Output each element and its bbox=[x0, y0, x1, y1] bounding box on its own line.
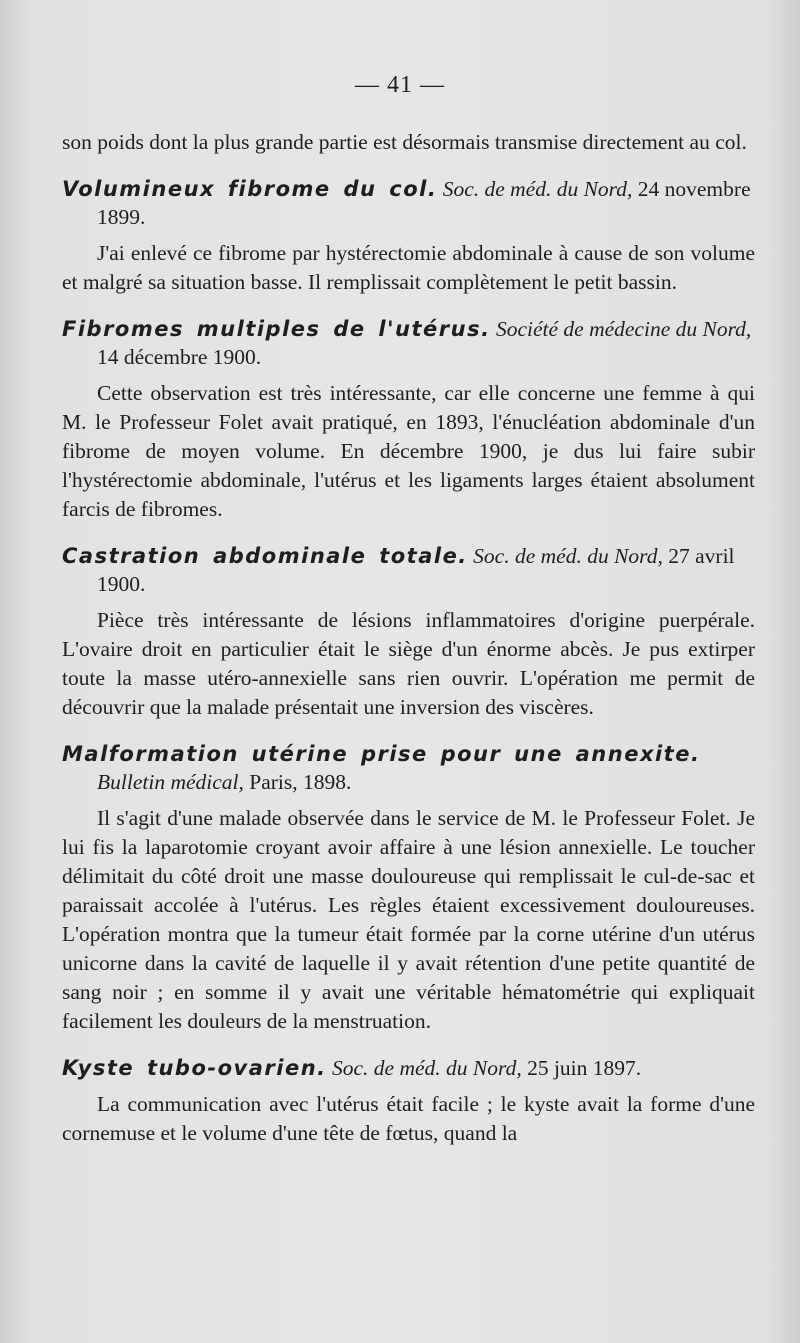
entry-castration-abdominale bbox=[62, 542, 755, 722]
entry-heading bbox=[62, 1054, 755, 1082]
entry-date: 27 avril 1900. bbox=[97, 544, 735, 596]
intro-paragraph: son poids dont la plus grande partie est désormais transmise directement au col. bbox=[62, 130, 747, 154]
page-number: — 41 — bbox=[355, 72, 445, 98]
entry-date: Paris, 1898. bbox=[249, 770, 352, 794]
page-body bbox=[62, 128, 755, 1148]
entry-source: Soc. de méd. du Nord, bbox=[332, 1056, 522, 1080]
entry-source: Soc. de méd. du Nord, bbox=[473, 544, 663, 568]
entry-paragraph: Il s'agit d'une malade observée dans le service de M. le Professeur Folet. Je lui fis la laparotomie croyant avoir affaire à une lésion annexielle. Le toucher délimitait du côté droit une masse douloureuse qui remplissait le cul-de-sac et paraissait accolée à l'utérus. Les règles étaient excessivement douloureuses. L'opération montra que la tumeur était formée par la corne utérine d'un utérus unicorne dans la cavité de laquelle il y avait rétention d'une petite quantité de sang noir ; en somme il y avait une véritable hématométrie qui expliquait facilement les douleurs de la menstruation. bbox=[62, 806, 755, 1033]
entry-source: Soc. de méd. du Nord, bbox=[442, 177, 633, 201]
entry-paragraph: Pièce très intéressante de lésions inflammatoires d'origine puerpérale. L'ovaire droit en particulier était le siège d'un énorme abcès. Je pus extirper toute la masse utéro-annexielle sans rien ouvrir. L'opération me permit de découvrir que la malade présentait une inversion des viscères. bbox=[62, 608, 755, 719]
entry-heading bbox=[62, 315, 755, 371]
entry-source: Société de médecine du Nord, bbox=[495, 317, 752, 341]
entry-date: 14 décembre 1900. bbox=[97, 345, 262, 369]
entry-malformation-uterine bbox=[62, 740, 755, 1036]
entry-heading bbox=[62, 542, 755, 598]
entry-heading bbox=[62, 740, 755, 796]
entry-title: Volumineux fibrome du col. bbox=[62, 177, 438, 201]
entry-paragraph: La communication avec l'utérus était facile ; le kyste avait la forme d'une cornemuse et le volume d'une tête de fœtus, quand la bbox=[62, 1092, 755, 1145]
entry-source: Bulletin médical, bbox=[97, 770, 244, 794]
entry-title: Castration abdominale totale. bbox=[62, 544, 468, 568]
entry-heading bbox=[62, 175, 755, 231]
entry-paragraph: Cette observation est très intéressante, car elle concerne une femme à qui M. le Professeur Folet avait pratiqué, en 1893, l'énucléation abdominale d'un fibrome de moyen volume. En décembre 1900, je dus lui faire subir l'hystérectomie abdominale, l'utérus et les ligaments larges étaient absolument farcis de fibromes. bbox=[62, 381, 755, 521]
entry-volumineux-fibrome bbox=[62, 175, 755, 297]
entry-title: Malformation utérine prise pour une annexite. bbox=[62, 742, 701, 766]
entry-kyste-tubo-ovarien bbox=[62, 1054, 755, 1148]
entry-title: Kyste tubo-ovarien. bbox=[62, 1056, 327, 1080]
entry-fibromes-multiples bbox=[62, 315, 755, 524]
entry-title: Fibromes multiples de l'utérus. bbox=[62, 317, 491, 341]
entry-date: 24 novembre 1899. bbox=[97, 177, 751, 229]
entry-date: 25 juin 1897. bbox=[527, 1056, 642, 1080]
entry-paragraph: J'ai enlevé ce fibrome par hystérectomie abdominale à cause de son volume et malgré sa situation basse. Il remplissait complètement le petit bassin. bbox=[62, 241, 755, 294]
